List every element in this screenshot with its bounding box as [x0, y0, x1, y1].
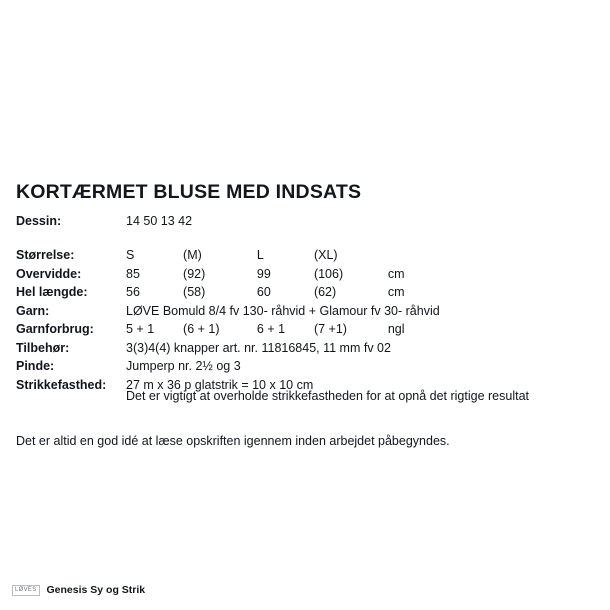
table-row — [16, 322, 602, 341]
row-note: 3(3)4(4) knapper art. nr. 11816845, 11 mm fv 02 — [126, 340, 391, 355]
row-label: Strikkefasthed: — [16, 377, 107, 392]
table-row — [16, 285, 602, 304]
row-cell: (92) — [183, 266, 206, 281]
row-cell: (XL) — [313, 248, 338, 262]
table-row — [16, 341, 602, 360]
row-cell: (62) — [313, 285, 337, 299]
row-cell: cm — [387, 266, 405, 281]
page-title: KORTÆRMET BLUSE MED INDSATS — [16, 181, 362, 204]
row-cell: (7 +1) — [313, 322, 347, 336]
row-cell: (M) — [183, 248, 202, 262]
row-note: LØVE Bomuld 8/4 fv 130- råhvid + Glamour fv 30- råhvid — [126, 303, 440, 318]
row-cell: S — [126, 248, 135, 262]
row-cell: cm — [387, 285, 405, 299]
row-cell — [388, 248, 440, 267]
row-cell: (6 + 1) — [183, 322, 220, 336]
table-row — [16, 267, 602, 286]
row-label: Garnforbrug: — [16, 322, 94, 336]
row-label: Hel længde: — [16, 285, 88, 299]
row-note — [440, 267, 602, 286]
row-label: Garn: — [16, 303, 50, 318]
dessin-value: 14 50 13 42 — [126, 214, 193, 228]
row-cell: 60 — [256, 285, 271, 299]
dessin-row — [16, 214, 596, 228]
row-cell: (106) — [313, 266, 344, 281]
table-row — [16, 304, 602, 323]
row-label: Pinde: — [16, 359, 55, 373]
advice-text: Det er altid en god idé at læse opskriften igennem inden arbejdet påbegyndes. — [16, 434, 450, 448]
row-cell: 6 + 1 — [256, 322, 286, 336]
row-spacer — [440, 304, 602, 323]
row-label: Tilbehør: — [16, 340, 70, 355]
row-cell: L — [256, 248, 264, 262]
footer — [12, 584, 145, 596]
row-spacer — [440, 359, 602, 378]
row-cell: ngl — [387, 322, 405, 336]
row-note — [440, 248, 602, 267]
dessin-label: Dessin: — [16, 214, 62, 228]
specification-table — [16, 248, 602, 396]
row-cell: 99 — [256, 266, 271, 281]
row-label: Størrelse: — [16, 248, 75, 262]
row-note: Jumperp nr. 2½ og 3 — [126, 359, 241, 373]
table-row — [16, 248, 602, 267]
row-note: 27 m x 36 p glatstrik = 10 x 10 cm — [126, 377, 314, 392]
row-cell: 56 — [126, 285, 140, 299]
row-cell: 5 + 1 — [126, 322, 155, 336]
loves-logo-icon: LØVES — [12, 585, 40, 596]
row-cell: (58) — [183, 285, 206, 299]
table-row — [16, 359, 602, 378]
row-spacer — [440, 341, 602, 360]
gauge-note: Det er vigtigt at overholde strikkefastheden for at opnå det rigtige resultat — [126, 389, 530, 403]
row-note — [440, 322, 602, 341]
row-cell: 85 — [126, 266, 140, 281]
row-note — [440, 285, 602, 304]
footer-brand: Genesis Sy og Strik — [46, 584, 146, 596]
row-label: Overvidde: — [16, 266, 82, 281]
